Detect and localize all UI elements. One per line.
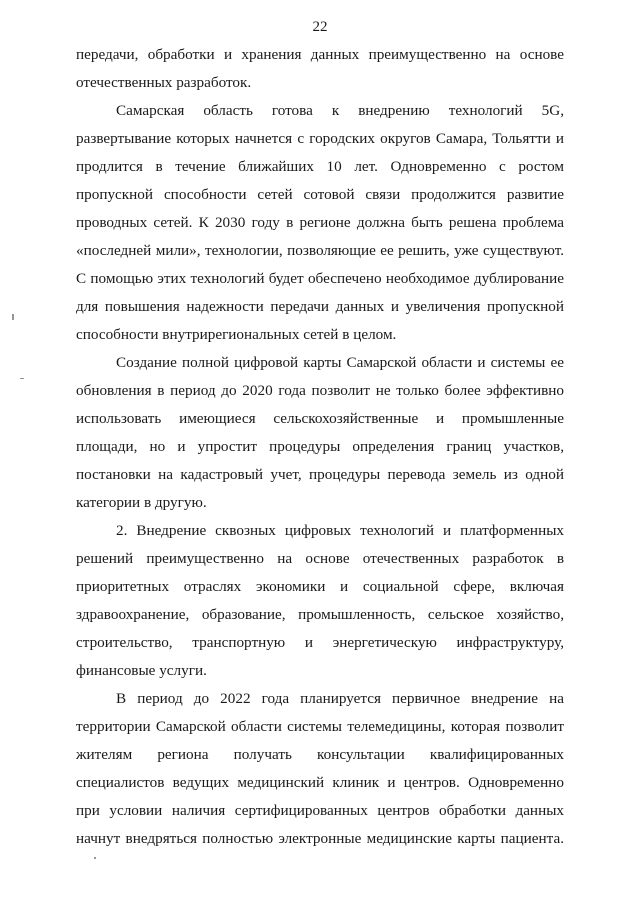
scan-speck	[94, 857, 96, 859]
paragraph-5g: Самарская область готова к внедрению технологий 5G, развертывание которых начнется с городских округов Самара, Тольятти и продлится в течение ближайших 10 лет. Одновременно с ростом пропускной способности сетей сотовой связи продолжится развитие проводных сетей. К 2030 году в регионе должна быть решена проблема «последней мили», технологии, позволяющие ее решить, уже существуют. С помощью этих технологий будет обеспечено необходимое дублирование для повышения надежности передачи данных и увеличения пропускной способности внутрирегиональных сетей в целом.	[76, 102, 564, 343]
scan-speck	[12, 314, 14, 320]
page-number: 22	[312, 19, 328, 35]
scan-speck	[20, 378, 24, 379]
paragraph-end-to-end-technologies: 2. Внедрение сквозных цифровых технологий и платформенных решений преимущественно на основе отечественных разработок в приоритетных отраслях экономики и социальной сфере, включая здравоохранение, образование, промышленность, сельское хозяйство, строительство, транспортную и энергетическую инфраструктуру, финансовые услуги.	[76, 522, 564, 679]
document-body	[76, 41, 564, 853]
paragraph-digital-map: Создание полной цифровой карты Самарской области и системы ее обновления в период до 2020 года позволит не только более эффективно использовать имеющиеся сельскохозяйственные и промышленные площади, но и упростит процедуры определения границ участков, постановки на кадастровый учет, процедуры перевода земель из одной категории в другую.	[76, 354, 564, 511]
paragraph-telemedicine: В период до 2022 года планируется первичное внедрение на территории Самарской области системы телемедицины, которая позволит жителям региона получать консультации квалифицированных специалистов ведущих медицинский клиник и центров. Одновременно при условии наличия сертифицированных центров обработки данных начнут внедряться полностью электронные медицинские карты пациента.	[76, 690, 564, 847]
paragraph-continuation: передачи, обработки и хранения данных преимущественно на основе отечественных разработок.	[76, 46, 564, 91]
